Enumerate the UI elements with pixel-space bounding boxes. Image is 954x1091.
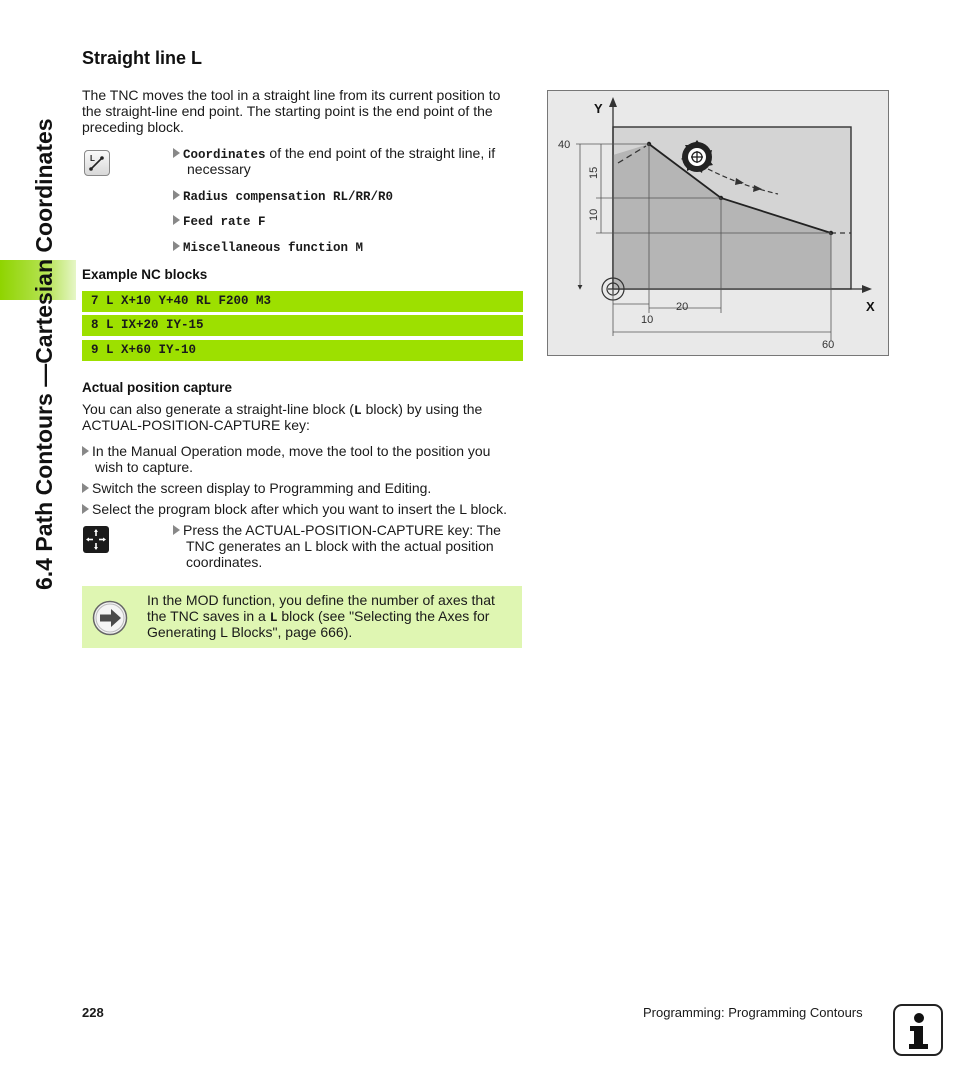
capture-intro-keyword: L bbox=[353, 403, 362, 418]
note-box bbox=[82, 586, 522, 648]
straight-line-figure bbox=[547, 90, 889, 356]
dim-label-20: 20 bbox=[676, 301, 689, 313]
section-heading: Straight line L bbox=[82, 48, 203, 68]
param-misc bbox=[173, 238, 363, 256]
param-feed bbox=[173, 212, 266, 230]
bullet-arrow-icon bbox=[82, 446, 89, 456]
param-radius bbox=[173, 187, 393, 205]
intro-line-2: the straight-line end point. The starting point is the end point of the bbox=[82, 103, 493, 119]
capture-intro-text-b: block) by using the bbox=[361, 401, 483, 417]
nc-block-row: 9 L X+60 IY-10 bbox=[82, 340, 523, 361]
dim-label-10-horizontal: 10 bbox=[641, 314, 654, 326]
bullet-arrow-icon bbox=[173, 215, 180, 225]
capture-step-1-line2: wish to capture. bbox=[95, 459, 194, 475]
param-misc-text: Miscellaneous function M bbox=[183, 241, 364, 255]
line-key-icon bbox=[84, 150, 110, 176]
bullet-arrow-icon bbox=[173, 241, 180, 251]
capture-intro-line-2: ACTUAL-POSITION-CAPTURE key: bbox=[82, 417, 310, 433]
note-text-a: the TNC saves in a bbox=[147, 608, 270, 624]
page-number: 228 bbox=[82, 1005, 104, 1020]
bullet-arrow-icon bbox=[173, 148, 180, 158]
param-feed-text: Feed rate F bbox=[183, 215, 266, 229]
capture-step-1-text: In the Manual Operation mode, move the tool to the position you bbox=[92, 443, 491, 459]
dim-label-40: 40 bbox=[558, 139, 571, 151]
note-arrow-icon bbox=[92, 600, 128, 636]
note-keyword: L bbox=[269, 610, 278, 625]
footer-chapter: Programming: Programming Contours bbox=[643, 1005, 863, 1020]
capture-key-line-2: TNC generates an L block with the actual position bbox=[186, 538, 494, 554]
side-chapter-title bbox=[28, 50, 60, 590]
intro-line-1: The TNC moves the tool in a straight line from its current position to bbox=[82, 87, 501, 103]
capture-key-text: Press the ACTUAL-POSITION-CAPTURE key: The bbox=[183, 522, 501, 538]
param-coordinates-text: of the end point of the straight line, if bbox=[265, 145, 496, 161]
note-line-3: Generating L Blocks", page 666). bbox=[147, 624, 353, 640]
capture-key-line-3: coordinates. bbox=[186, 554, 263, 570]
note-text-b: block (see "Selecting the Axes for bbox=[277, 608, 490, 624]
y-axis-arrow-icon bbox=[609, 97, 617, 107]
intro-line-3: preceding block. bbox=[82, 119, 184, 135]
info-icon[interactable] bbox=[893, 1004, 943, 1056]
capture-key-line-1 bbox=[173, 522, 501, 538]
param-coordinates-line2: necessary bbox=[187, 161, 251, 177]
side-chapter-title-text: 6.4 Path Contours —Cartesian Coordinates bbox=[31, 118, 57, 590]
capture-step-1 bbox=[82, 443, 490, 459]
x-axis-arrow-icon bbox=[862, 285, 872, 293]
nc-block-row: 7 L X+10 Y+40 RL F200 M3 bbox=[82, 291, 523, 312]
nc-block-row: 8 L IX+20 IY-15 bbox=[82, 315, 523, 336]
example-heading: Example NC blocks bbox=[82, 267, 208, 282]
dim-label-60: 60 bbox=[822, 339, 835, 351]
capture-heading: Actual position capture bbox=[82, 380, 233, 395]
note-line-1: In the MOD function, you define the number of axes that bbox=[147, 592, 495, 608]
axis-label-y: Y bbox=[594, 101, 603, 116]
figure-drawing bbox=[548, 91, 888, 355]
dim-label-15: 15 bbox=[588, 166, 600, 179]
capture-step-3-text: Select the program block after which you want to insert the L block. bbox=[92, 501, 508, 517]
dim-label-10-vertical: 10 bbox=[588, 208, 600, 221]
svg-text:L: L bbox=[90, 154, 95, 163]
actual-position-capture-icon bbox=[83, 526, 109, 553]
bullet-arrow-icon bbox=[173, 525, 180, 535]
capture-step-2-text: Switch the screen display to Programming and Editing. bbox=[92, 480, 432, 496]
axis-label-x: X bbox=[866, 299, 875, 314]
bullet-arrow-icon bbox=[173, 190, 180, 200]
param-coordinates-keyword: Coordinates bbox=[183, 148, 266, 162]
capture-step-3 bbox=[82, 501, 507, 517]
capture-intro-text-a: You can also generate a straight-line block ( bbox=[82, 401, 354, 417]
param-radius-text: Radius compensation RL/RR/R0 bbox=[183, 190, 394, 204]
bullet-arrow-icon bbox=[82, 483, 89, 493]
capture-step-2 bbox=[82, 480, 431, 496]
bullet-arrow-icon bbox=[82, 504, 89, 514]
